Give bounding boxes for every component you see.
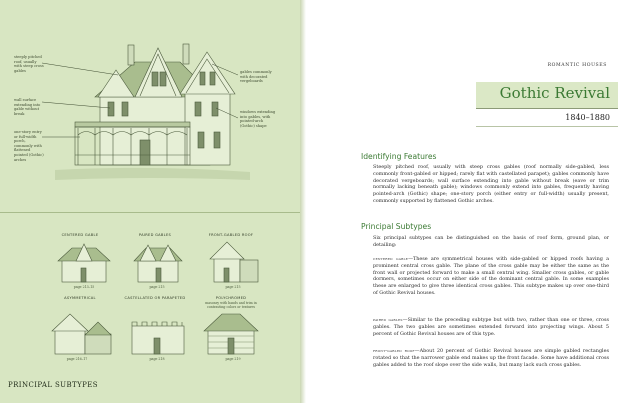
gothic-house-illustration: [0, 0, 300, 212]
lead-paired-gables: paired gables: [373, 317, 403, 323]
annotation-gables: gables commonly with decorated vergeboards: [240, 70, 272, 84]
principal-subtypes-heading: Principal Subtypes: [361, 222, 432, 231]
identifying-features-text: Steeply pitched roof, usually with steep cross gables (roof normally side-gabled, less commonly front-gabled or hipped; rarely flat with castellated parapet); gables commonly have decorated vergeboards; wall surface extending into gable without break (eave or trim normally lacking beneath gable); windows commonly extend into gables, frequently having pointed-arch (Gothic) shape; one-story porch (either entry or full-width) usually present, commonly supported by flattened Gothic arches.: [373, 164, 609, 204]
subtype-label-paired-gables: PAIRED GABLES: [138, 233, 172, 237]
subtype-sketches-row1: [0, 238, 300, 298]
lead-centered-gable: centered gable: [373, 256, 409, 262]
principal-subtypes-label: PRINCIPAL SUBTYPES: [8, 381, 98, 389]
subtype-label-polychromed: POLYCHROMED: [215, 296, 247, 300]
subtype-label-asymmetrical: ASYMMETRICAL: [64, 296, 96, 300]
running-head: ROMANTIC HOUSES: [547, 63, 607, 68]
subtype-page-polychromed: page 219: [225, 357, 241, 361]
paragraph-paired-gables: [373, 317, 609, 337]
text-centered-gable: —These are symmetrical houses with side-gabled or hipped roofs having a prominent central cross gable. The plane of the cross gable may be either the same as the front wall or projected forward to make a small central wing. Smaller cross gables, or gable dormers, sometimes occur on either side of the dominant central gable. In some examples these are enlarged to give three identical cross gables. This subtype makes up over one-third of Gothic Revival houses.: [373, 256, 609, 296]
paragraph-front-gabled: [373, 348, 609, 368]
annotation-wall: wall surface extending into gable without break: [14, 98, 41, 116]
lead-front-gabled: front-gabled roof: [373, 348, 415, 354]
text-front-gabled: —About 20 percent of Gothic Revival houses are simple gabled rectangles rotated so that the narrower gable end makes up the front facade. Some have additional cross gables added to the roof slope over the side walls, but many lack such cross gables.: [373, 348, 609, 368]
date-range: 1840–1880: [565, 113, 610, 122]
paragraph-centered-gable: [373, 256, 609, 297]
identifying-features-heading: Identifying Features: [361, 152, 437, 161]
annotation-roof: steeply pitched roof, usually with steep cross gables: [14, 55, 44, 73]
subtype-label-castellated: CASTELLATED OR PARAPETED: [124, 296, 186, 300]
subtype-page-castellated: page 218: [149, 357, 165, 361]
subtype-page-front-gabled: page 215: [225, 285, 241, 289]
title-rule: [476, 108, 618, 109]
subtype-page-asymmetrical: page 216–17: [66, 357, 88, 361]
left-page: [0, 0, 300, 403]
subtype-note-polychromed: masonry with bands and trim in contrasting colors or textures: [205, 301, 257, 309]
text-paired-gables: —Similar to the preceding subtype but with two, rather than one or three, cross gables. The two gables are sometimes extended forward into projecting wings. About 5 percent of Gothic Revival houses are of this type.: [373, 317, 610, 337]
date-rule: [476, 126, 618, 127]
subtype-page-centered-gable: page 213–15: [73, 285, 95, 289]
subtype-label-front-gabled: FRONT-GABLED ROOF: [208, 233, 254, 237]
subtype-label-centered-gable: CENTERED GABLE: [61, 233, 99, 237]
principal-subtypes-intro: Six principal subtypes can be distinguished on the basis of roof form, ground plan, or detailing:: [373, 235, 609, 248]
page-divider: [0, 212, 300, 213]
subtype-page-paired-gables: page 215: [149, 285, 165, 289]
page-title: Gothic Revival: [499, 84, 610, 102]
annotation-porch: one-story entry or full-width porch, commonly with flattened pointed (Gothic) arches: [14, 130, 44, 162]
annotation-windows: windows extending into gables, with pointed-arch (Gothic) shape: [240, 110, 276, 128]
